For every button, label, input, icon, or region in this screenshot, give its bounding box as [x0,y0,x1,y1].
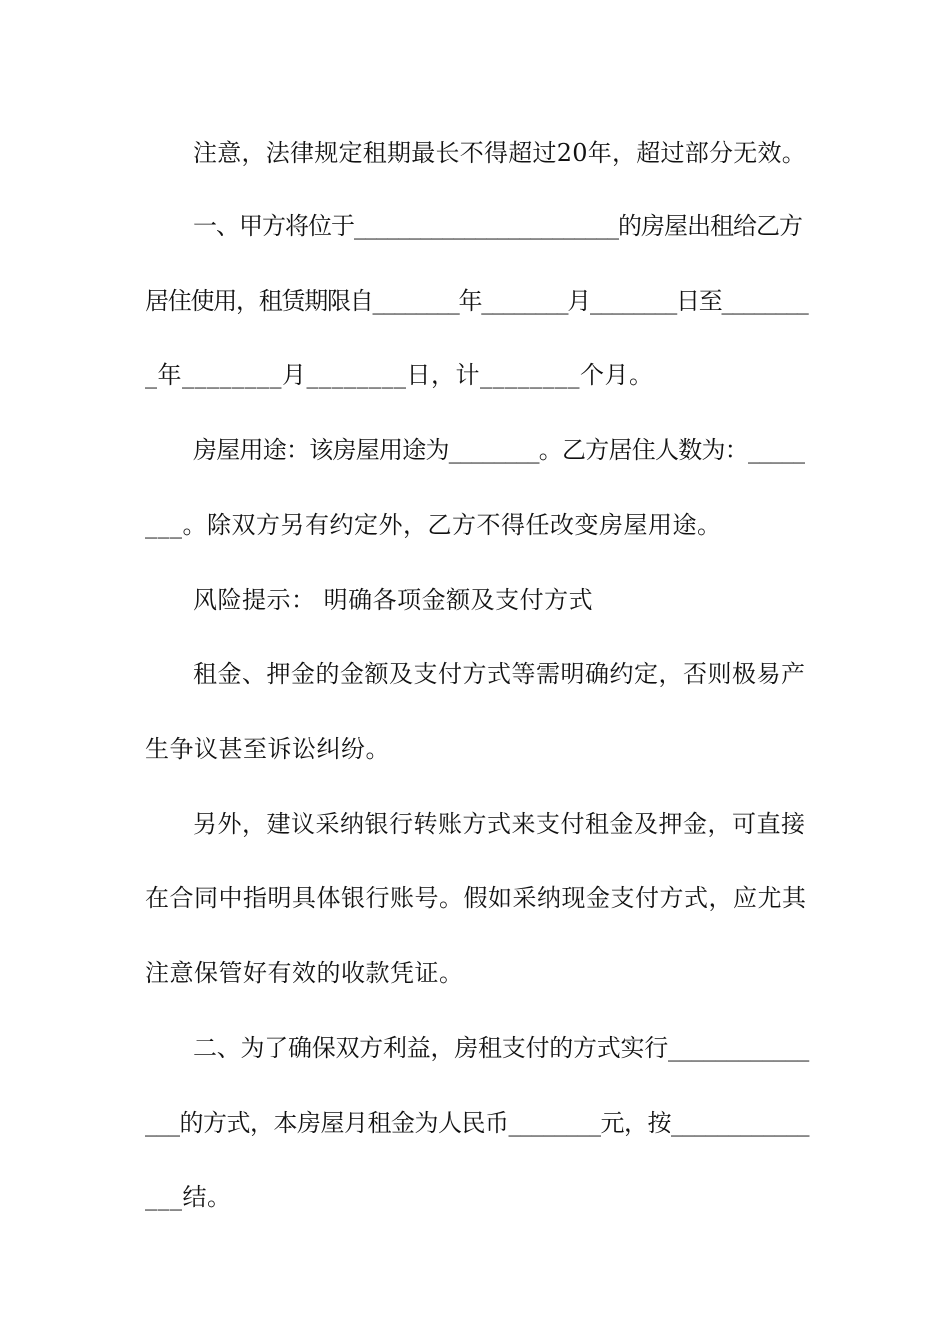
advice-line-2: 在合同中指明具体银行账号。假如采纳现金支付方式，应尤其 [145,884,807,912]
risk-heading: 风险提示： 明确各项金额及支付方式 [193,586,594,614]
risk-para-line-1: 租金、押金的金额及支付方式等需明确约定，否则极易产 [193,660,806,688]
usage-line-1: 房屋用途：该房屋用途为________。乙方居住人数为：_____ [193,436,805,464]
clause-2-line-2: ___的方式，本房屋月租金为人民币________元，按____________ [145,1109,809,1137]
risk-para-line-2: 生争议甚至诉讼纠纷。 [145,735,390,763]
clause-1-line-1: 一、甲方将位于________________________的房屋出租给乙方 [193,212,802,240]
advice-line-1: 另外，建议采纳银行转账方式来支付租金及押金，可直接 [193,810,806,838]
usage-line-2: ___。除双方另有约定外，乙方不得任改变房屋用途。 [145,511,722,539]
clause-2-line-3: ___结。 [145,1183,232,1211]
clause-1-line-3: _年________月________日，计________个月。 [145,361,654,389]
notice-line: 注意，法律规定租期最长不得超过20年，超过部分无效。 [193,139,807,167]
clause-1-line-2: 居住使用，租赁期限自________年________月________日至________ [145,287,808,315]
advice-line-3: 注意保管好有效的收款凭证。 [145,959,464,987]
clause-2-line-1: 二、为了确保双方利益，房租支付的方式实行____________ [193,1034,809,1062]
